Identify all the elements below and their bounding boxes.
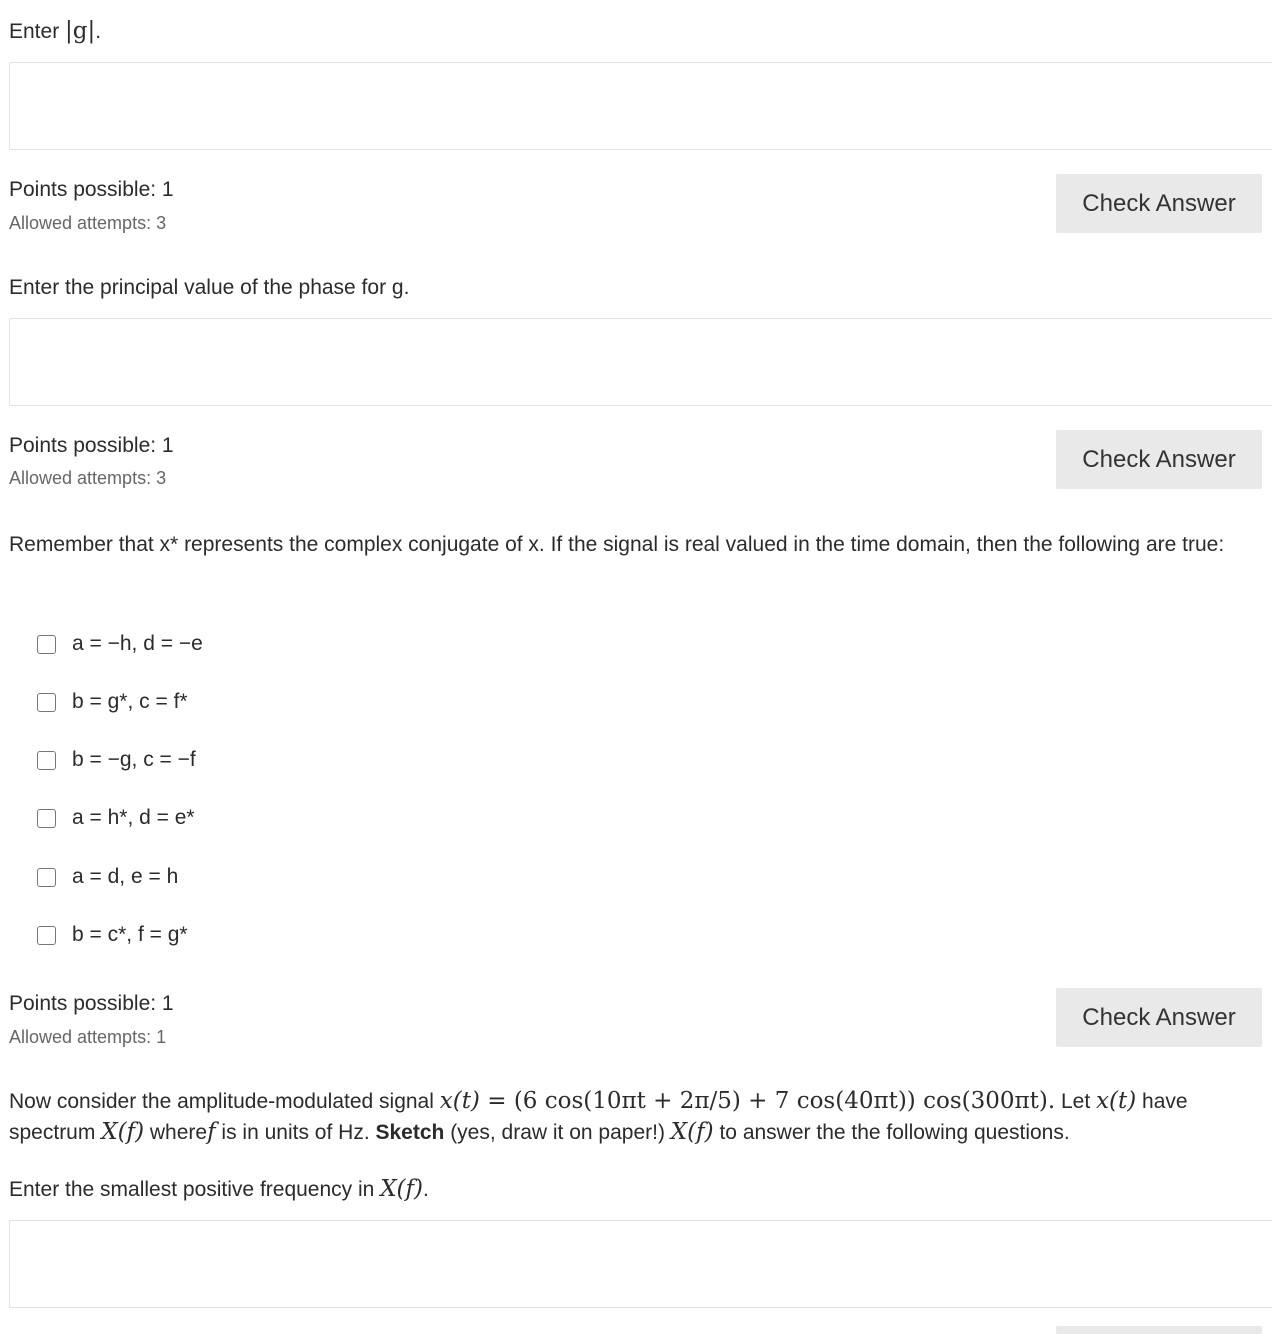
q3-option-checkbox[interactable] — [37, 751, 56, 770]
q2-answer-input[interactable] — [9, 318, 1272, 406]
q4-prompt — [9, 1173, 429, 1206]
q4-intro-math: X(f) — [670, 1119, 714, 1145]
q3-option-checkbox[interactable] — [37, 868, 56, 887]
q4-intro-text: (yes, draw it on paper!) — [444, 1121, 671, 1144]
q4-check-answer-button[interactable] — [1056, 1326, 1262, 1334]
q1-prompt-prefix: Enter — [9, 20, 66, 43]
q4-intro-text: to answer the the following questions. — [713, 1121, 1070, 1144]
q3-option-label: b = g*, c = f* — [72, 690, 188, 713]
q2-allowed-attempts: Allowed attempts: 3 — [9, 468, 167, 488]
q4-intro-text: is in units of Hz. — [215, 1121, 376, 1144]
q3-option[interactable] — [37, 922, 188, 948]
q4-answer-input[interactable] — [9, 1220, 1272, 1308]
q4-intro-math: X(f) — [101, 1119, 145, 1145]
q1-answer-input[interactable] — [9, 62, 1272, 150]
q3-check-answer-button[interactable]: Check Answer — [1056, 988, 1262, 1047]
q3-option-checkbox[interactable] — [37, 635, 56, 654]
q4-intro — [9, 1086, 1267, 1148]
q3-option-label: b = c*, f = g* — [72, 923, 188, 946]
q3-option-label: a = d, e = h — [72, 865, 179, 888]
q4-intro-math: x(t) — [1096, 1088, 1137, 1114]
q2-points-possible: Points possible: 1 — [9, 434, 174, 457]
q1-prompt — [9, 15, 101, 48]
q1-prompt-suffix: . — [95, 20, 102, 43]
q3-option-label: b = −g, c = −f — [72, 748, 196, 771]
q1-allowed-attempts: Allowed attempts: 3 — [9, 213, 167, 233]
q3-option[interactable] — [37, 689, 188, 715]
q1-points-possible: Points possible: 1 — [9, 178, 174, 201]
q3-option-label: a = h*, d = e* — [72, 806, 195, 829]
q4-intro-text: where — [144, 1121, 208, 1144]
q3-points-possible: Points possible: 1 — [9, 992, 174, 1015]
q4-signal-lhs: x(t) — [439, 1088, 480, 1114]
q3-option-checkbox[interactable] — [37, 693, 56, 712]
q1-prompt-math: |g| — [65, 18, 96, 44]
q4-intro-math: f — [207, 1119, 216, 1145]
q3-option[interactable] — [37, 864, 178, 890]
q3-option[interactable] — [37, 631, 203, 657]
q4-intro-text: Let — [1055, 1090, 1097, 1113]
q3-option[interactable] — [37, 747, 196, 773]
q3-prompt: Remember that x* represents the complex conjugate of x. If the signal is real valued in the time domain, then the following are true: — [9, 533, 1225, 556]
q3-allowed-attempts: Allowed attempts: 1 — [9, 1027, 167, 1047]
q4-intro-text: have spectrum — [9, 1090, 1188, 1144]
q3-option[interactable] — [37, 805, 195, 831]
q4-prompt-suffix: . — [423, 1178, 429, 1201]
q4-prompt-math: X(f) — [380, 1176, 424, 1202]
q2-prompt: Enter the principal value of the phase for g. — [9, 276, 410, 299]
q3-option-checkbox[interactable] — [37, 926, 56, 945]
q2-check-answer-button[interactable]: Check Answer — [1056, 430, 1262, 489]
q3-option-label: a = −h, d = −e — [72, 632, 203, 655]
q4-intro-bold: Sketch — [375, 1121, 445, 1144]
q4-signal-equation: = (6 cos(10πt + 2π/5) + 7 cos(40πt)) cos(300πt). — [479, 1088, 1056, 1114]
q3-option-checkbox[interactable] — [37, 809, 56, 828]
q4-prompt-prefix: Enter the smallest positive frequency in — [9, 1178, 381, 1201]
q1-check-answer-button[interactable]: Check Answer — [1056, 174, 1262, 233]
q4-intro-text: Now consider the amplitude-modulated signal — [9, 1090, 440, 1113]
